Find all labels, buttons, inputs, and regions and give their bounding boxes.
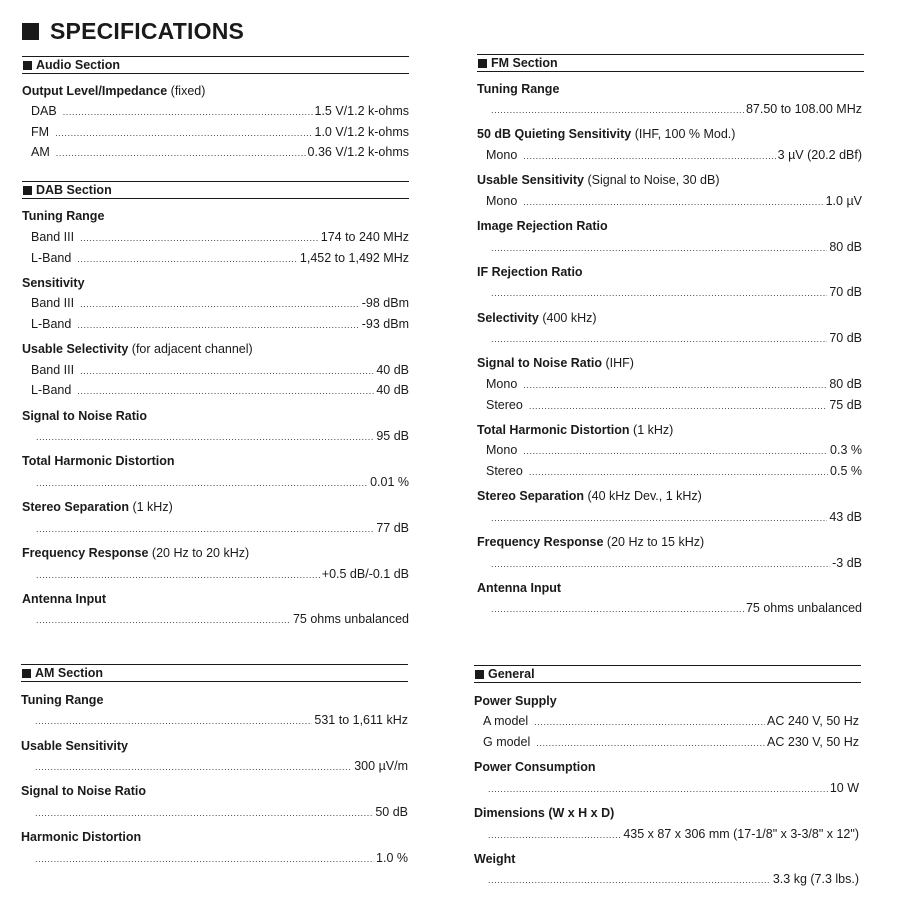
spec-row: Mono ..... 80 dB bbox=[486, 377, 862, 391]
dab-thd-label: Total Harmonic Distortion bbox=[22, 454, 175, 468]
spec-row: AM ..... 0.36 V/1.2 k-ohms bbox=[31, 145, 409, 159]
spec-row: ..... 70 dB bbox=[491, 331, 862, 345]
square-bullet-icon bbox=[22, 669, 31, 678]
fm-tuning-label: Tuning Range bbox=[477, 82, 560, 96]
audio-section bbox=[22, 56, 409, 159]
spec-row: ..... 95 dB bbox=[36, 429, 409, 443]
page-title-text: SPECIFICATIONS bbox=[50, 18, 245, 44]
am-hd-label: Harmonic Distortion bbox=[21, 830, 142, 844]
square-bullet-icon bbox=[478, 59, 487, 68]
spec-row: Stereo ..... 75 dB bbox=[486, 398, 862, 412]
fm-quieting-label: 50 dB Quieting Sensitivity (IHF, 100 % Mod.) bbox=[477, 127, 736, 141]
dab-snr-label: Signal to Noise Ratio bbox=[22, 409, 148, 423]
fm-usable-label: Usable Sensitivity (Signal to Noise, 30 dB) bbox=[477, 173, 720, 187]
spec-row: L-Band ..... 40 dB bbox=[31, 383, 409, 397]
fm-thd-label: Total Harmonic Distortion (1 kHz) bbox=[477, 423, 674, 437]
am-tuning-label: Tuning Range bbox=[21, 693, 104, 707]
dab-separation-label: Stereo Separation (1 kHz) bbox=[22, 500, 173, 514]
spec-row: ..... 1.0 % bbox=[35, 851, 408, 865]
square-bullet-icon bbox=[23, 186, 32, 195]
spec-row: G model ..... AC 230 V, 50 Hz bbox=[483, 735, 859, 749]
power-consumption-label: Power Consumption bbox=[474, 760, 596, 774]
spec-row: ..... 80 dB bbox=[491, 240, 862, 254]
spec-row: FM ..... 1.0 V/1.2 k-ohms bbox=[31, 125, 409, 139]
audio-section-heading: Audio Section bbox=[22, 56, 409, 74]
spec-row: Band III ..... 40 dB bbox=[31, 363, 409, 377]
fm-selectivity-label: Selectivity (400 kHz) bbox=[477, 311, 597, 325]
spec-row: ..... 300 µV/m bbox=[35, 759, 408, 773]
dab-section bbox=[22, 181, 409, 631]
dab-tuning-label: Tuning Range bbox=[22, 209, 105, 223]
fm-image-label: Image Rejection Ratio bbox=[477, 219, 608, 233]
spec-row: ..... 50 dB bbox=[35, 805, 408, 819]
spec-row: ..... 531 to 1,611 kHz bbox=[35, 713, 408, 727]
spec-row: L-Band ..... -93 dBm bbox=[31, 317, 409, 331]
am-snr-label: Signal to Noise Ratio bbox=[21, 784, 147, 798]
title-square-icon bbox=[22, 23, 39, 40]
spec-row: DAB ..... 1.5 V/1.2 k-ohms bbox=[31, 104, 409, 118]
spec-row: ..... 87.50 to 108.00 MHz bbox=[491, 102, 862, 116]
fm-snr-label: Signal to Noise Ratio (IHF) bbox=[477, 356, 634, 370]
spec-row: ..... -3 dB bbox=[491, 556, 862, 570]
spec-row: ..... 0.01 % bbox=[36, 475, 409, 489]
fm-frequency-label: Frequency Response (20 Hz to 15 kHz) bbox=[477, 535, 705, 549]
am-section-heading: AM Section bbox=[21, 664, 408, 682]
page-title bbox=[22, 18, 244, 45]
am-usable-label: Usable Sensitivity bbox=[21, 739, 128, 753]
spec-row: ..... 75 ohms unbalanced bbox=[491, 601, 862, 615]
spec-row: A model ..... AC 240 V, 50 Hz bbox=[483, 714, 859, 728]
dab-frequency-label: Frequency Response (20 Hz to 20 kHz) bbox=[22, 546, 250, 560]
spec-row: Band III ..... -98 dBm bbox=[31, 296, 409, 310]
fm-section-heading: FM Section bbox=[477, 54, 864, 72]
spec-row: Mono ..... 1.0 µV bbox=[486, 194, 862, 208]
spec-row: ..... 43 dB bbox=[491, 510, 862, 524]
spec-row: Stereo ..... 0.5 % bbox=[486, 464, 862, 478]
spec-row: ..... 435 x 87 x 306 mm (17-1/8" x 3-3/8" x 12") bbox=[488, 827, 859, 841]
dab-antenna-label: Antenna Input bbox=[22, 592, 107, 606]
fm-separation-label: Stereo Separation (40 kHz Dev., 1 kHz) bbox=[477, 489, 702, 503]
fm-if-label: IF Rejection Ratio bbox=[477, 265, 583, 279]
spec-row: Band III ..... 174 to 240 MHz bbox=[31, 230, 409, 244]
am-section bbox=[21, 664, 408, 884]
general-section-heading: General bbox=[474, 665, 861, 683]
spec-row: Mono ..... 3 µV (20.2 dBf) bbox=[486, 148, 862, 162]
fm-antenna-label: Antenna Input bbox=[477, 581, 562, 595]
square-bullet-icon bbox=[23, 61, 32, 70]
spec-row: Mono ..... 0.3 % bbox=[486, 443, 862, 457]
weight-label: Weight bbox=[474, 852, 516, 866]
spec-row: ..... 77 dB bbox=[36, 521, 409, 535]
spec-row: ..... 3.3 kg (7.3 lbs.) bbox=[488, 872, 859, 886]
spec-row: ..... 75 ohms unbalanced bbox=[36, 612, 409, 626]
dab-sensitivity-label: Sensitivity bbox=[22, 276, 85, 290]
power-supply-label: Power Supply bbox=[474, 694, 557, 708]
spec-row: L-Band ..... 1,452 to 1,492 MHz bbox=[31, 251, 409, 265]
dab-selectivity-label: Usable Selectivity (for adjacent channel) bbox=[22, 342, 253, 356]
square-bullet-icon bbox=[475, 670, 484, 679]
dab-section-heading: DAB Section bbox=[22, 181, 409, 199]
fm-section bbox=[477, 54, 864, 634]
spec-row: ..... +0.5 dB/-0.1 dB bbox=[36, 567, 409, 581]
dimensions-label: Dimensions (W x H x D) bbox=[474, 806, 615, 820]
spec-row: ..... 10 W bbox=[488, 781, 859, 795]
general-section bbox=[474, 665, 861, 895]
spec-row: ..... 70 dB bbox=[491, 285, 862, 299]
output-level-label: Output Level/Impedance (fixed) bbox=[22, 84, 206, 98]
